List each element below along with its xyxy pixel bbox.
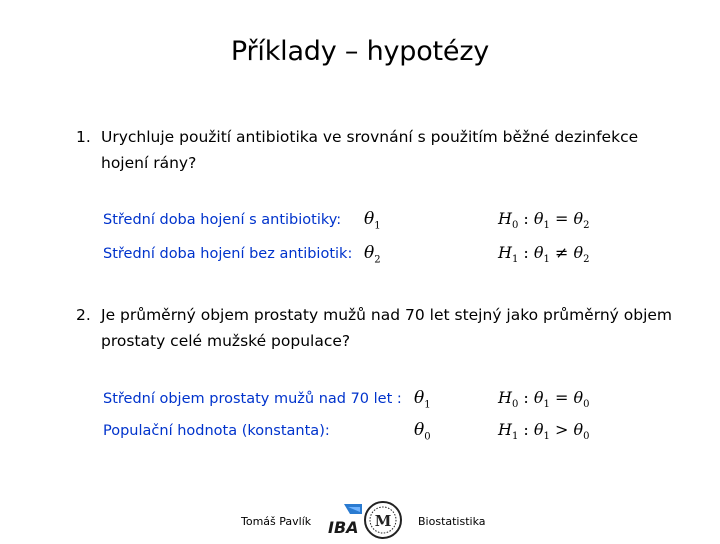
question-2-line-2: prostaty celé mužské populace?: [101, 332, 351, 350]
q1-item-2-symbol: $\theta_2$: [364, 243, 381, 266]
slide-title: Příklady – hypotézy: [230, 36, 490, 67]
question-2-line-1: Je průměrný objem prostaty mužů nad 70 let stejný jako průměrný objem: [101, 306, 673, 324]
iba-logo-graphic: [326, 504, 362, 536]
q1-hypothesis-h1: $H_1$ : $\theta_1 \ne \theta_2$: [498, 243, 590, 266]
q1-item-1-symbol: $\theta_1$: [364, 209, 381, 232]
q2-hypothesis-h0: $H_0$ : $\theta_1 = \theta_0$: [498, 388, 590, 411]
q1-item-2-label: Střední doba hojení bez antibiotik:: [103, 246, 353, 262]
iba-logo-text: IBA: [328, 518, 359, 536]
q1-item-1-label: Střední doba hojení s antibiotiky:: [103, 212, 342, 228]
question-1-line-1: Urychluje použití antibiotika ve srovnání s použitím běžné dezinfekce: [101, 128, 639, 146]
question-1-number: 1.: [76, 128, 91, 146]
q2-item-1-symbol: $\theta_1$: [414, 388, 431, 411]
iba-logo: [326, 504, 362, 536]
q2-item-2-symbol: $\theta_0$: [414, 420, 431, 443]
question-1-line-2: hojení rány?: [101, 154, 197, 172]
university-seal-graphic: [363, 500, 403, 540]
university-seal-letter: M: [374, 512, 392, 530]
q2-hypothesis-h1: $H_1$ : $\theta_1 > \theta_0$: [498, 420, 590, 443]
university-seal: [363, 500, 403, 540]
question-2-number: 2.: [76, 306, 91, 324]
q1-hypothesis-h0: $H_0$ : $\theta_1 = \theta_2$: [498, 209, 590, 232]
footer-subject: Biostatistika: [418, 515, 486, 528]
footer-author: Tomáš Pavlík: [241, 515, 312, 528]
q2-item-2-label: Populační hodnota (konstanta):: [103, 423, 330, 439]
q2-item-1-label: Střední objem prostaty mužů nad 70 let :: [103, 391, 402, 407]
